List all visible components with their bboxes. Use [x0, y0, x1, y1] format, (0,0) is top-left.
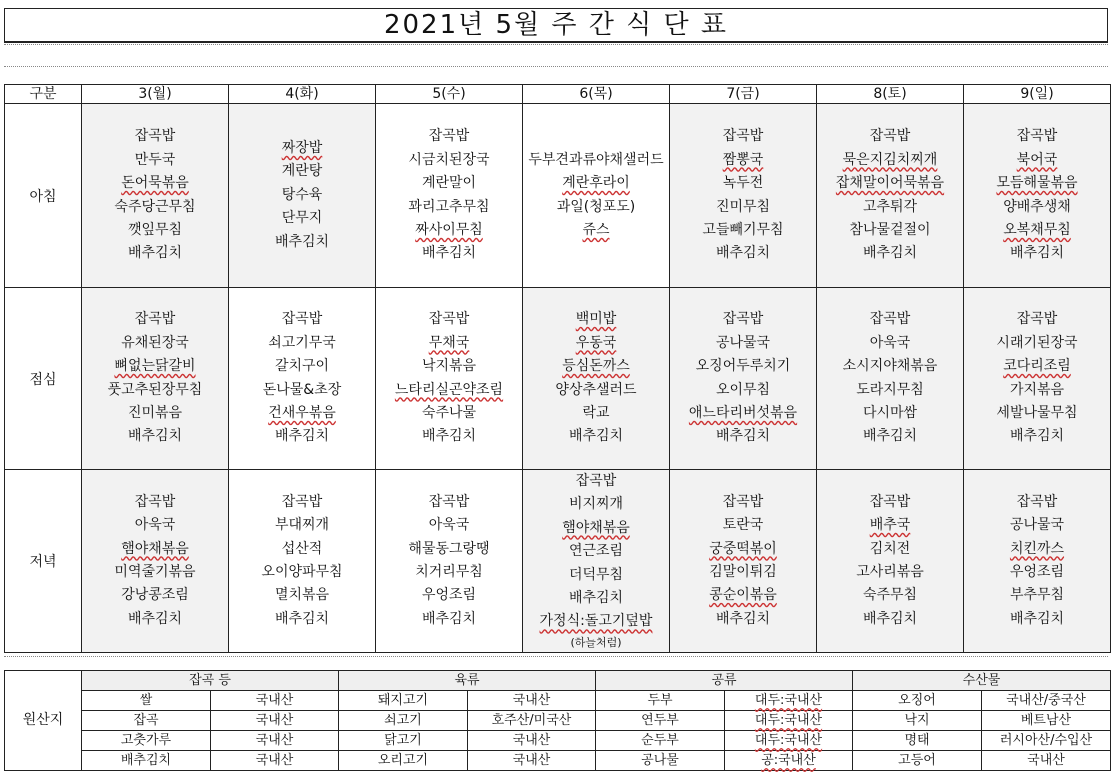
header-row: [5, 85, 1111, 104]
menu-item: 과일(청포도): [556, 198, 636, 215]
day-header: 4(화): [229, 85, 376, 104]
menu-item: 우동국: [575, 334, 617, 351]
menu-item: 아욱국: [869, 334, 911, 351]
origin-row: [5, 711, 1111, 731]
menu-item: 배추김치: [274, 428, 330, 445]
menu-item: 토란국: [722, 517, 764, 534]
menu-cell: [523, 470, 670, 653]
menu-item: 숙주당근무침: [114, 198, 196, 215]
menu-cell: [229, 470, 376, 653]
menu-cell: [964, 470, 1111, 653]
menu-item: 짬뽕국: [722, 151, 764, 168]
meal-label: 아침: [5, 104, 82, 288]
menu-item: 쥬스: [582, 221, 610, 238]
menu-cell: [82, 470, 229, 653]
menu-item: 가지볶음: [1009, 381, 1065, 398]
menu-item: 고사리볶음: [856, 563, 924, 580]
origin-group-header: 공류: [596, 671, 853, 691]
menu-item: 고들빼기무침: [702, 221, 784, 238]
origin-country: 국내산: [468, 731, 596, 751]
menu-cell: [523, 104, 670, 288]
menu-item: 시금치된장국: [408, 151, 490, 168]
origin-item: 고춧가루: [82, 731, 211, 751]
menu-item: 콩순이볶음: [709, 587, 777, 604]
origin-item: 순두부: [596, 731, 725, 751]
menu-item: 배추김치: [274, 610, 330, 627]
day-header: 6(목): [523, 85, 670, 104]
menu-item: 배추김치: [127, 245, 183, 262]
menu-item: 잡곡밥: [722, 493, 764, 510]
origin-item: 낙지: [853, 711, 982, 731]
menu-item: 뼈없는닭갈비: [114, 358, 196, 375]
origin-item: 오징어: [853, 691, 982, 711]
menu-item: 배추김치: [421, 428, 477, 445]
menu-item: 아욱국: [428, 517, 470, 534]
menu-item: 우엉조림: [421, 587, 477, 604]
divider: [4, 66, 1108, 67]
menu-item: 김말이튀김: [709, 563, 777, 580]
origin-country: 대두:국내산: [725, 731, 853, 751]
origin-country: 국내산: [211, 691, 339, 711]
origin-country: 국내산: [468, 751, 596, 771]
origin-country: 베트남산: [982, 711, 1111, 731]
menu-item: 가정식:돌고기덮밥: [539, 613, 653, 630]
menu-item: 모듬해물볶음: [996, 175, 1078, 192]
origin-item: 공나물: [596, 751, 725, 771]
origin-country: 국내산: [211, 751, 339, 771]
menu-item: 잡곡밥: [869, 311, 911, 328]
menu-cell: [82, 288, 229, 470]
menu-cell: [964, 288, 1111, 470]
origin-item: 고등어: [853, 751, 982, 771]
menu-item: 잡곡밥: [869, 128, 911, 145]
menu-item: 계란탕: [281, 163, 323, 180]
menu-cell: [817, 470, 964, 653]
origin-country: 국내산: [468, 691, 596, 711]
menu-item: 잡곡밥: [134, 128, 176, 145]
menu-item: 계란말이: [421, 175, 477, 192]
menu-cell: [376, 470, 523, 653]
menu-item: 갈치구이: [274, 358, 330, 375]
menu-item: 진미무침: [715, 198, 771, 215]
menu-cell: [670, 470, 817, 653]
origin-country: 대두:국내산: [725, 711, 853, 731]
menu-item: 강낭콩조림: [121, 587, 189, 604]
origin-country: 국내산/중국산: [982, 691, 1111, 711]
menu-item: 오이무침: [715, 381, 771, 398]
origin-row: [5, 751, 1111, 771]
menu-item: 부추무침: [1009, 587, 1065, 604]
menu-item: 배추김치: [274, 233, 330, 250]
menu-item: 햄야채볶음: [121, 540, 189, 557]
origin-country: 국내산: [211, 711, 339, 731]
menu-item: 잡곡밥: [722, 128, 764, 145]
menu-item: 부대찌개: [274, 517, 330, 534]
menu-item: 잡곡밥: [722, 311, 764, 328]
menu-item: 깻잎무침: [127, 221, 183, 238]
menu-item: 배추김치: [1009, 610, 1065, 627]
menu-item: 배추국: [869, 517, 911, 534]
menu-item: 잡곡밥: [869, 493, 911, 510]
menu-item: 탕수육: [281, 186, 323, 203]
origin-group-header: 육류: [339, 671, 596, 691]
menu-item: 숙주나물: [421, 404, 477, 421]
origin-group-row: [5, 671, 1111, 691]
origin-country: 호주산/미국산: [468, 711, 596, 731]
menu-item: 배추김치: [568, 590, 624, 607]
menu-item: 잡곡밥: [575, 473, 617, 489]
corner-header: 구분: [5, 85, 82, 104]
menu-item: 느타리실곤약조림: [394, 381, 504, 398]
meal-label: 점심: [5, 288, 82, 470]
menu-item: 해물동그랑땡: [408, 540, 490, 557]
menu-item: 녹두전: [722, 175, 764, 192]
menu-item: 잡곡밥: [428, 128, 470, 145]
menu-cell: [964, 104, 1111, 288]
menu-item: 배추김치: [1009, 428, 1065, 445]
menu-item: 도라지무침: [856, 381, 924, 398]
meal-row: [5, 104, 1111, 288]
menu-item: 돈나물&초장: [262, 381, 342, 398]
menu-item: 햄야채볶음: [562, 519, 630, 536]
menu-cell: [670, 288, 817, 470]
origin-country: 공:국내산: [725, 751, 853, 771]
menu-item: 배추김치: [421, 245, 477, 262]
menu-item: 오이양파무침: [261, 563, 343, 580]
menu-item: 배추김치: [715, 610, 771, 627]
menu-cell: [376, 288, 523, 470]
origin-country: 러시아산/수입산: [982, 731, 1111, 751]
menu-cell: [82, 104, 229, 288]
day-header: 7(금): [670, 85, 817, 104]
menu-item: 치킨까스: [1009, 540, 1065, 557]
menu-item: 세발나물무침: [996, 404, 1078, 421]
divider: [4, 656, 1108, 657]
menu-item: 잡곡밥: [1016, 128, 1058, 145]
origin-label: 원산지: [5, 671, 82, 771]
menu-item: 양상추샐러드: [555, 381, 637, 398]
origin-item: 쌀: [82, 691, 211, 711]
origin-row: [5, 691, 1111, 711]
menu-item: 두부견과류야채샐러드: [528, 151, 664, 168]
menu-item: 진미볶음: [127, 404, 183, 421]
menu-item: 짜장밥: [281, 139, 323, 156]
menu-item: 잡곡밥: [428, 493, 470, 510]
menu-item: 배추김치: [862, 245, 918, 262]
menu-item: 계란후라이: [562, 175, 630, 192]
menu-cell: [817, 288, 964, 470]
origin-country: 국내산: [211, 731, 339, 751]
origin-group-header: 수산물: [853, 671, 1111, 691]
day-header: 3(월): [82, 85, 229, 104]
origin-country: 국내산: [982, 751, 1111, 771]
menu-item: 잡곡밥: [281, 493, 323, 510]
menu-item: 공나물국: [715, 334, 771, 351]
menu-item: 풋고추된장무침: [107, 381, 203, 398]
menu-item: 고추튀각: [862, 198, 918, 215]
menu-item: (하늘처럼): [570, 635, 622, 649]
menu-item: 잡곡밥: [281, 311, 323, 328]
menu-item: 잡곡밥: [134, 493, 176, 510]
menu-item: 단무지: [281, 210, 323, 227]
menu-item: 잡곡밥: [1016, 311, 1058, 328]
menu-item: 유채된장국: [121, 334, 189, 351]
origin-item: 두부: [596, 691, 725, 711]
menu-item: 건새우볶음: [268, 404, 336, 421]
menu-item: 소시지야채볶음: [842, 358, 938, 375]
origin-row: [5, 731, 1111, 751]
menu-item: 배추김치: [715, 245, 771, 262]
menu-item: 쇠고기무국: [268, 334, 336, 351]
menu-cell: [376, 104, 523, 288]
origin-item: 쇠고기: [339, 711, 468, 731]
menu-cell: [523, 288, 670, 470]
menu-item: 참나물겉절이: [849, 221, 931, 238]
menu-item: 미역줄기볶음: [114, 563, 196, 580]
menu-item: 등심돈까스: [562, 358, 630, 375]
meal-label: 저녁: [5, 470, 82, 653]
menu-item: 배추김치: [862, 610, 918, 627]
menu-item: 잡곡밥: [1016, 493, 1058, 510]
menu-item: 무채국: [428, 334, 470, 351]
origin-item: 배추김치: [82, 751, 211, 771]
menu-item: 배추김치: [1009, 245, 1065, 262]
menu-item: 김치전: [869, 540, 911, 557]
menu-cell: [229, 104, 376, 288]
menu-item: 배추김치: [568, 428, 624, 445]
page-title: 2021년 5월 주 간 식 단 표: [4, 8, 1108, 43]
menu-item: 우엉조림: [1009, 563, 1065, 580]
menu-item: 애느타리버섯볶음: [688, 404, 798, 421]
menu-item: 아욱국: [134, 517, 176, 534]
menu-item: 배추김치: [421, 610, 477, 627]
origin-group-header: 잡곡 등: [82, 671, 339, 691]
menu-item: 궁중떡볶이: [709, 540, 777, 557]
menu-item: 공나물국: [1009, 517, 1065, 534]
origin-table: [4, 670, 1111, 771]
day-header: 8(토): [817, 85, 964, 104]
menu-item: 양배추생채: [1003, 198, 1071, 215]
menu-cell: [817, 104, 964, 288]
day-header: 5(수): [376, 85, 523, 104]
origin-item: 돼지고기: [339, 691, 468, 711]
menu-item: 백미밥: [575, 311, 617, 328]
menu-item: 배추김치: [127, 610, 183, 627]
menu-item: 배추김치: [862, 428, 918, 445]
origin-country: 대두:국내산: [725, 691, 853, 711]
menu-item: 섭산적: [281, 540, 323, 557]
menu-item: 잡곡밥: [428, 311, 470, 328]
menu-item: 숙주무침: [862, 587, 918, 604]
menu-item: 연근조림: [568, 543, 624, 560]
menu-sheet: [2, 2, 1110, 776]
menu-item: 낙지볶음: [421, 358, 477, 375]
menu-item: 돈어묵볶음: [121, 175, 189, 192]
menu-item: 묵은지김치찌개: [842, 151, 938, 168]
menu-item: 멸치볶음: [274, 587, 330, 604]
menu-item: 락교: [582, 404, 610, 421]
menu-item: 북어국: [1016, 151, 1058, 168]
menu-item: 시래기된장국: [996, 334, 1078, 351]
origin-item: 닭고기: [339, 731, 468, 751]
day-header: 9(일): [964, 85, 1111, 104]
menu-item: 만두국: [134, 151, 176, 168]
menu-item: 잡채말이어묵볶음: [835, 175, 945, 192]
weekly-menu-table: [4, 84, 1111, 653]
meal-row: [5, 288, 1111, 470]
origin-item: 연두부: [596, 711, 725, 731]
menu-item: 비지찌개: [568, 496, 624, 513]
menu-item: 코다리조림: [1003, 358, 1071, 375]
menu-item: 오징어두루치기: [695, 358, 791, 375]
origin-item: 명태: [853, 731, 982, 751]
menu-cell: [670, 104, 817, 288]
menu-item: 다시마쌈: [862, 404, 918, 421]
menu-item: 꽈리고추무침: [408, 198, 490, 215]
menu-cell: [229, 288, 376, 470]
origin-item: 오리고기: [339, 751, 468, 771]
divider: [4, 44, 1108, 45]
origin-item: 잡곡: [82, 711, 211, 731]
menu-item: 더덕무침: [568, 566, 624, 583]
menu-item: 잡곡밥: [134, 311, 176, 328]
menu-item: 오복채무침: [1003, 221, 1071, 238]
menu-item: 치거리무침: [415, 563, 483, 580]
menu-item: 짜사이무침: [415, 221, 483, 238]
meal-row: [5, 470, 1111, 653]
menu-item: 배추김치: [127, 428, 183, 445]
menu-item: 배추김치: [715, 428, 771, 445]
